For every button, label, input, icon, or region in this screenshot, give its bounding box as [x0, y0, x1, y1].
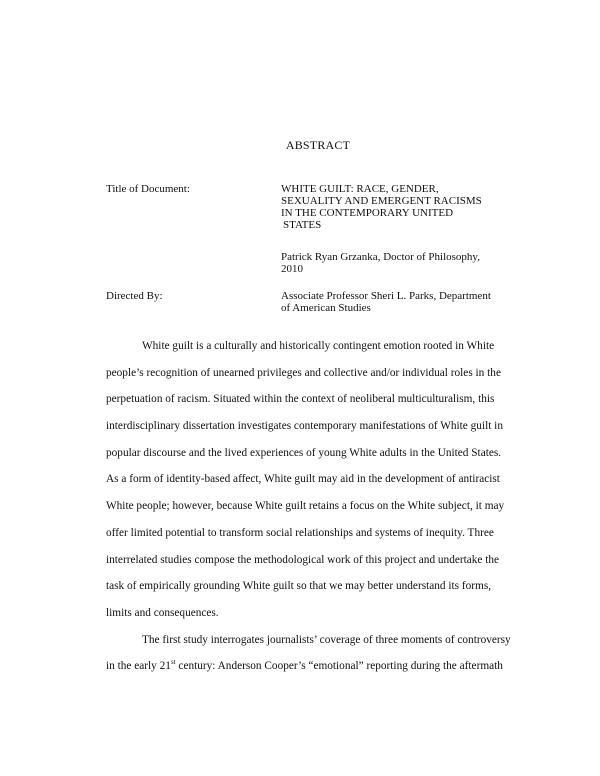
document-title-line: STATES: [283, 219, 322, 231]
document-title-line: IN THE CONTEMPORARY UNITED: [281, 207, 454, 219]
paragraph-line: people’s recognition of unearned privileges and collective and/or individual roles in the: [106, 366, 501, 379]
paragraph-line: interdisciplinary dissertation investigates contemporary manifestations of White guilt in: [106, 420, 503, 433]
line-text: in the early 21: [106, 660, 171, 673]
director-line: Associate Professor Sheri L. Parks, Department: [281, 290, 491, 302]
document-title: [281, 183, 482, 231]
abstract-body: [106, 333, 518, 680]
line-text: century: Anderson Cooper’s “emotional” reporting during the aftermath: [175, 660, 503, 673]
director: [281, 290, 491, 314]
directed-by-label: Directed By:: [106, 290, 163, 302]
author-degree: [281, 251, 480, 275]
document-title-line: SEXUALITY AND EMERGENT RACISMS: [281, 195, 482, 207]
ordinal-suffix: st: [170, 658, 176, 667]
paragraph-line: The first study interrogates journalists’ coverage of three moments of controversy: [142, 633, 511, 646]
paragraph-line: [106, 653, 518, 680]
paragraph-line: perpetuation of racism. Situated within the context of neoliberal multiculturalism, this: [106, 393, 495, 406]
paragraph-line: limits and consequences.: [106, 606, 219, 619]
title-of-document-label: Title of Document:: [106, 183, 190, 195]
paragraph-line: interrelated studies compose the methodological work of this project and undertake the: [106, 553, 500, 566]
paragraph-line: offer limited potential to transform social relationships and systems of inequity. Three: [106, 526, 494, 539]
director-line: of American Studies: [281, 302, 371, 314]
paragraph-line: White people; however, because White guilt retains a focus on the White subject, it may: [106, 500, 505, 513]
paragraph-line: White guilt is a culturally and historically contingent emotion rooted in White: [142, 340, 495, 352]
paragraph-line: As a form of identity-based affect, White guilt may aid in the development of antiracist: [106, 473, 500, 486]
paragraph-line: popular discourse and the lived experiences of young White adults in the United States.: [106, 446, 502, 459]
author-line: Patrick Ryan Grzanka, Doctor of Philosophy,: [281, 251, 480, 263]
author-year: 2010: [281, 263, 303, 275]
document-title-line: WHITE GUILT: RACE, GENDER,: [281, 183, 439, 195]
abstract-heading: ABSTRACT: [285, 138, 351, 152]
paragraph-line: task of empirically grounding White guilt so that we may better understand its forms,: [106, 580, 492, 593]
